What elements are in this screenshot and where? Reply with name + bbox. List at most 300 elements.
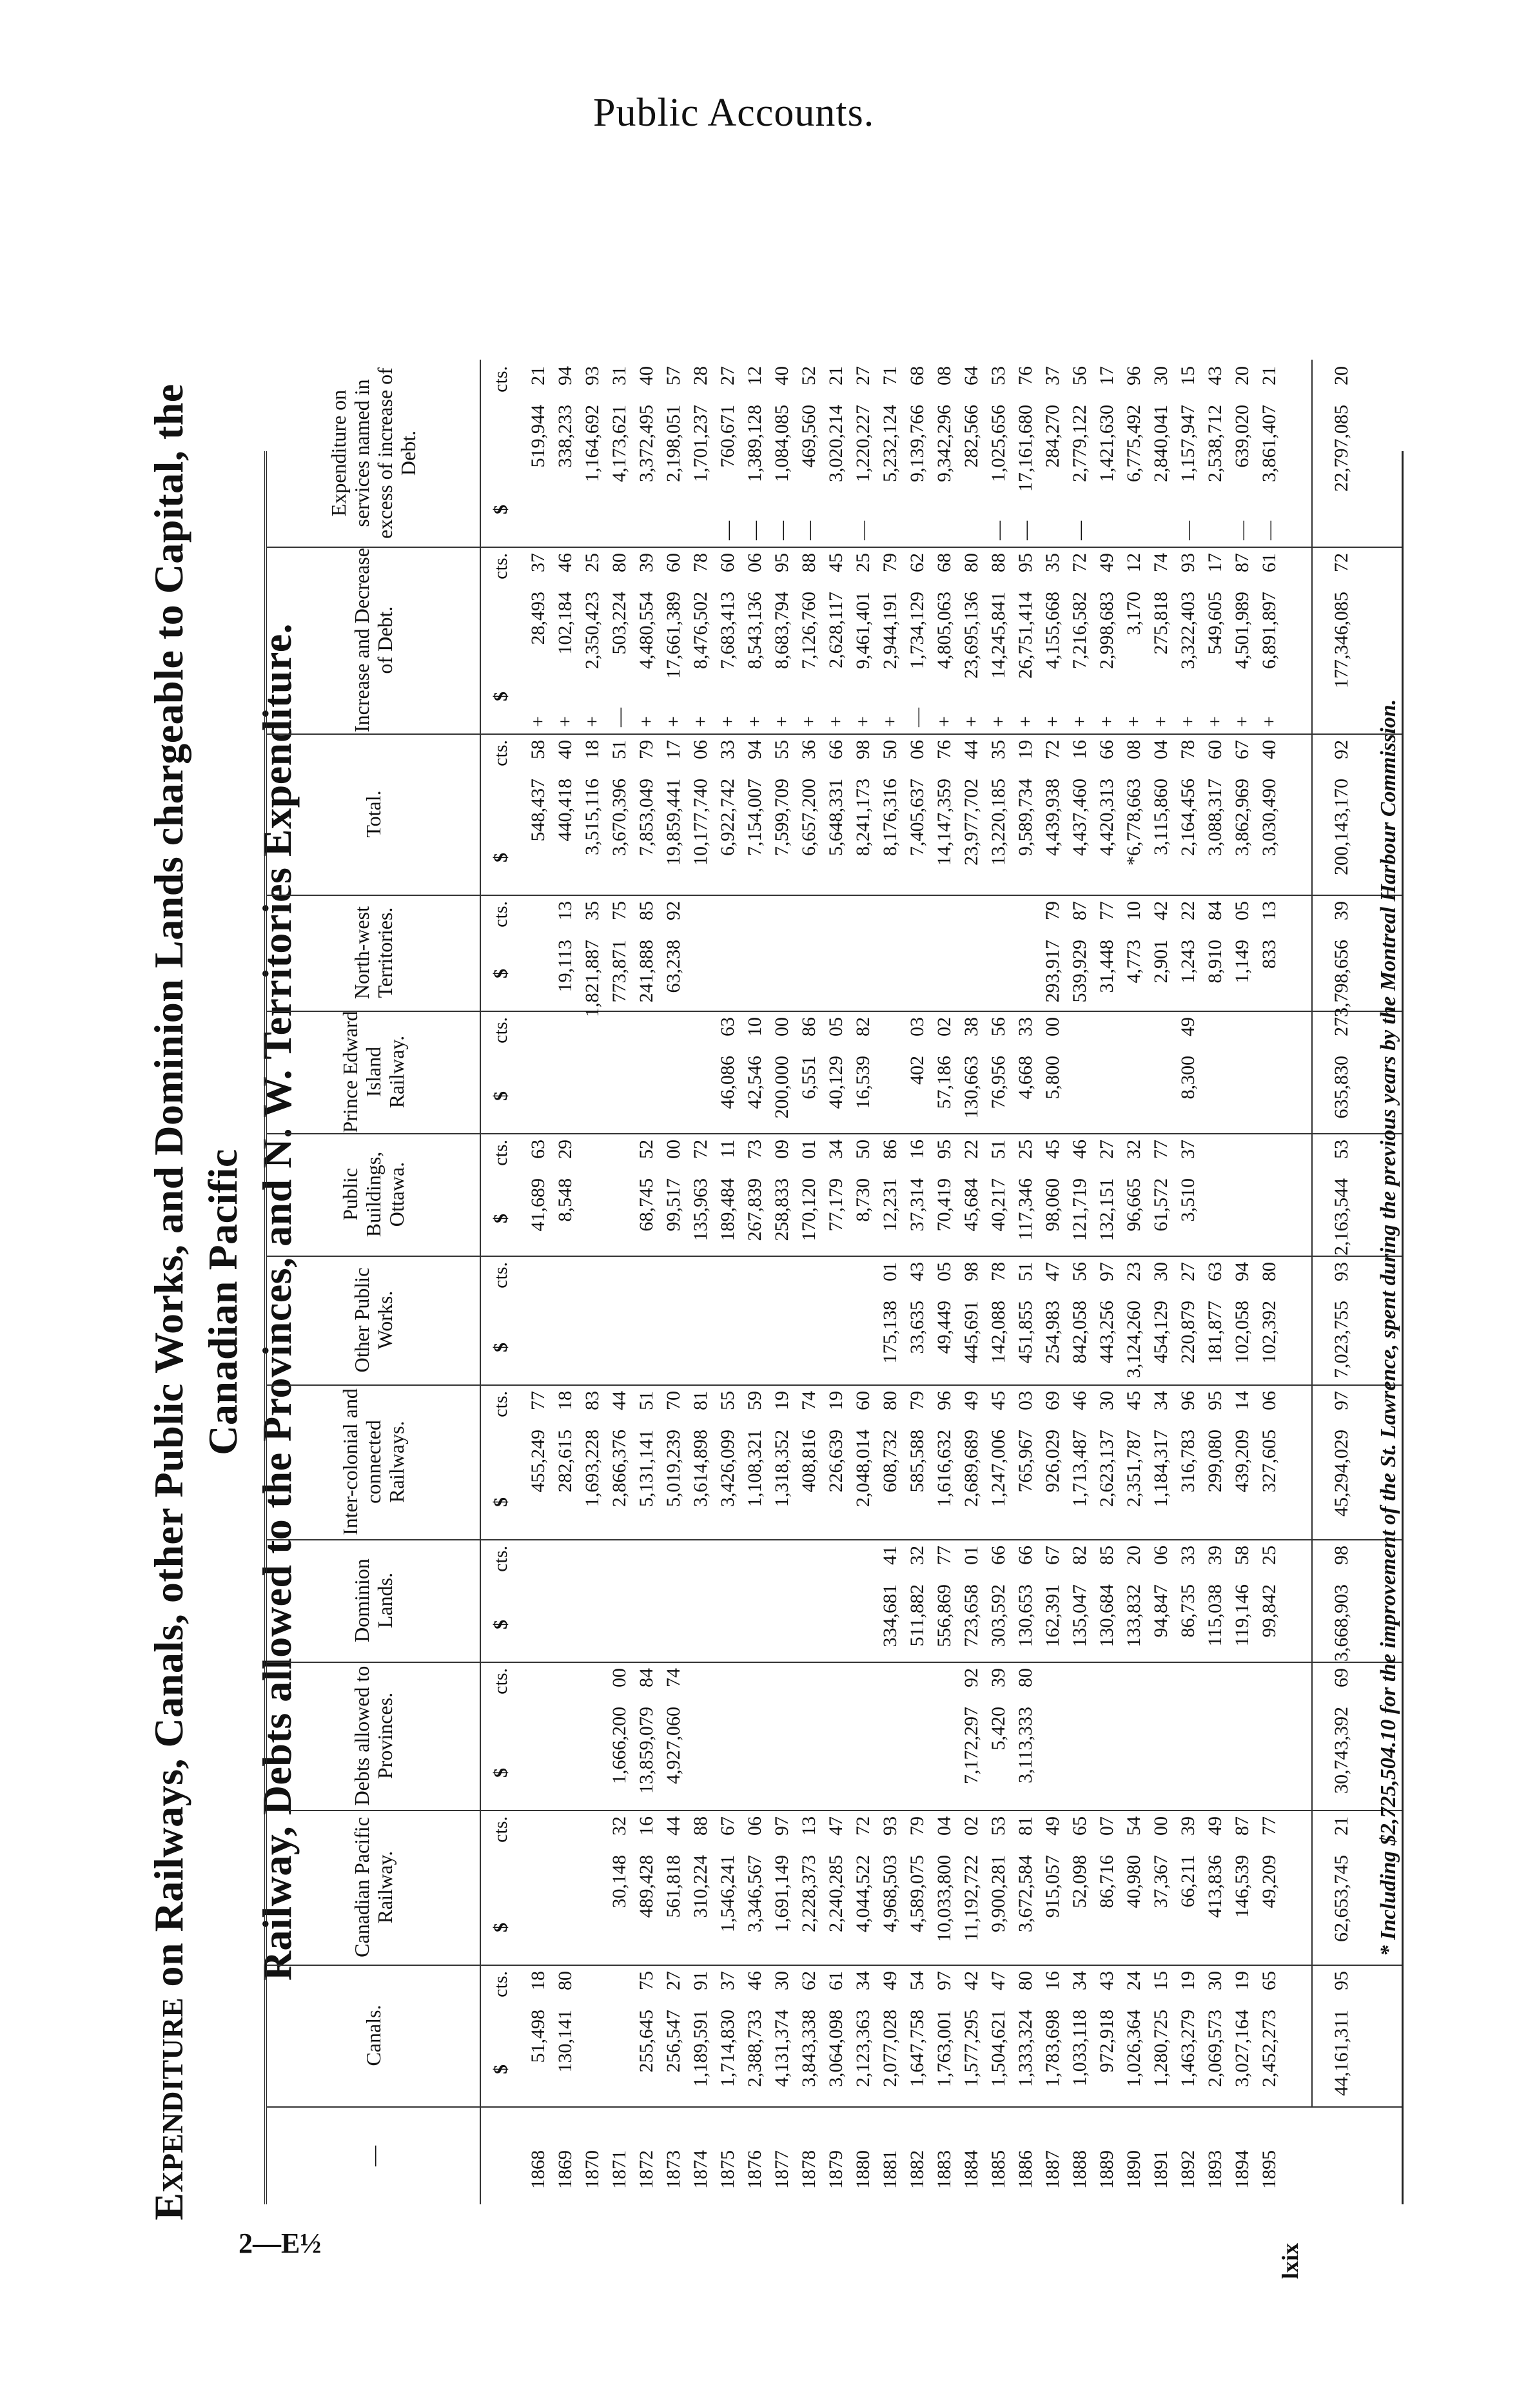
table-cell (768, 1133, 796, 1256)
amount-dollars: 1,157,947 (1177, 405, 1199, 482)
amount-dollars: 4,420,313 (1096, 779, 1117, 856)
table-cell (985, 1539, 1012, 1662)
minus-mark: — (744, 521, 765, 540)
amount-cents: 44 (663, 1816, 684, 1836)
table-cell (1093, 895, 1121, 1011)
table-cell (606, 2108, 633, 2204)
table-cell (579, 1539, 606, 1662)
amount-cents: 78 (690, 553, 711, 572)
amount-cents: 19 (825, 1391, 847, 1410)
total-cents: 98 (1331, 1546, 1352, 1565)
table-cell (633, 360, 660, 547)
total-cell (1311, 360, 1371, 547)
amount-cents: 49 (1042, 1816, 1063, 1836)
table-cell (958, 547, 985, 733)
amount-cents: 16 (636, 1816, 657, 1836)
table-cell (552, 1662, 579, 1810)
amount-cents: 72 (1042, 740, 1063, 759)
table-cell (525, 1133, 552, 1256)
amount-cents: 57 (663, 366, 684, 385)
amount-cents: 13 (554, 901, 576, 920)
table-cell (552, 1256, 579, 1384)
amount-cents: 87 (1069, 901, 1090, 920)
table-cell (1121, 2108, 1148, 2204)
table-cell (850, 360, 877, 547)
table-cell (1229, 1384, 1256, 1539)
sign-mark: + (961, 716, 982, 727)
rotated-table-page (129, 309, 1425, 2295)
amount-dollars: 6,922,742 (717, 779, 738, 856)
amount-cents: 35 (1042, 553, 1063, 572)
amount-dollars: 2,069,573 (1204, 2010, 1226, 2087)
amount-cents: 45 (825, 553, 847, 572)
unit-row (481, 1384, 522, 1539)
amount-dollars: 445,691 (961, 1301, 982, 1364)
amount-cents: 30 (1150, 366, 1171, 385)
amount-dollars: 135,963 (690, 1178, 711, 1241)
amount-cents: 37 (1177, 1140, 1199, 1159)
amount-dollars: 1,108,321 (744, 1430, 765, 1507)
amount-dollars: 170,120 (798, 1178, 819, 1241)
table-cell (1229, 1011, 1256, 1133)
amount-cents: 41 (879, 1546, 901, 1565)
table-cell (904, 895, 931, 1011)
table-cell (552, 733, 579, 895)
total-row-cell (1313, 360, 1371, 547)
table-cell (904, 360, 931, 547)
table-cell (985, 547, 1012, 733)
amount-dollars: 3,346,567 (744, 1855, 765, 1932)
year-label: 1881 (879, 2150, 901, 2189)
amount-cents: 40 (636, 366, 657, 385)
amount-cents: 68 (906, 366, 928, 385)
table-cell (714, 1810, 741, 1965)
amount-dollars: 115,038 (1204, 1584, 1226, 1647)
amount-dollars: 489,428 (636, 1855, 657, 1918)
amount-cents: 51 (609, 740, 630, 759)
table-cell (1256, 1810, 1283, 1965)
column-cells (525, 1011, 1283, 1133)
table-cell (660, 1011, 687, 1133)
amount-dollars: 6,775,492 (1123, 405, 1144, 482)
column-header: Inter-colonial and connected Railways. (267, 1384, 481, 1539)
amount-dollars: 334,681 (879, 1584, 901, 1647)
table-cell (525, 1539, 552, 1662)
amount-cents: 92 (663, 901, 684, 920)
year-label: 1876 (744, 2150, 765, 2189)
amount-dollars: 57,186 (934, 1056, 955, 1109)
table-cell (1093, 2108, 1121, 2204)
amount-cents: 38 (961, 1017, 982, 1036)
amount-dollars: 1,666,200 (609, 1707, 630, 1784)
table-cell (823, 1965, 850, 2106)
total-cents: 69 (1331, 1668, 1352, 1687)
amount-cents: 80 (1258, 1262, 1280, 1281)
amount-dollars: 258,833 (771, 1178, 792, 1241)
dollar-unit: $ (490, 505, 511, 514)
amount-dollars: 40,129 (825, 1056, 847, 1109)
table-cell (1066, 895, 1093, 1011)
amount-cents: 02 (934, 1017, 955, 1036)
amount-dollars: 2,901 (1150, 940, 1171, 984)
dollar-unit: $ (490, 1497, 511, 1507)
table-cell (579, 2108, 606, 2204)
total-row-cell (1313, 1256, 1371, 1384)
amount-dollars: 1,318,352 (771, 1430, 792, 1507)
amount-cents: 60 (1204, 740, 1226, 759)
table-cell (1256, 1539, 1283, 1662)
total-cell (1311, 1011, 1371, 1133)
table-cell (904, 1011, 931, 1133)
table-cell (525, 1256, 552, 1384)
table-cell (552, 1133, 579, 1256)
table-cell (877, 895, 904, 1011)
table-cell (525, 547, 552, 733)
table-cell (687, 1384, 714, 1539)
amount-cents: 95 (1204, 1391, 1226, 1410)
total-row-cell (1313, 1384, 1371, 1539)
table-cell (958, 1662, 985, 1810)
total-cell (1311, 1133, 1371, 1256)
table-cell (931, 547, 958, 733)
dollar-unit: $ (490, 1214, 511, 1223)
table-cell (904, 1384, 931, 1539)
amount-cents: 84 (1204, 901, 1226, 920)
total-row-cell (1313, 1539, 1371, 1662)
amount-dollars: 5,019,239 (663, 1430, 684, 1507)
table-cell (633, 1965, 660, 2106)
amount-cents: 22 (1177, 901, 1199, 920)
table-cell (1012, 547, 1039, 733)
table-cell (1175, 547, 1202, 733)
amount-cents: 77 (1096, 901, 1117, 920)
amount-dollars: 5,648,331 (825, 779, 847, 856)
amount-cents: 20 (1123, 1546, 1144, 1565)
table-cell (823, 1133, 850, 1256)
amount-cents: 27 (852, 366, 874, 385)
amount-dollars: 13,859,079 (636, 1707, 657, 1794)
amount-cents: 18 (527, 1971, 549, 1990)
table-cell (1039, 1384, 1066, 1539)
amount-cents: 45 (1123, 1391, 1144, 1410)
table-cell (1039, 1662, 1066, 1810)
table-cell (768, 1011, 796, 1133)
amount-dollars: 1,463,279 (1177, 2010, 1199, 2087)
amount-dollars: 293,917 (1042, 940, 1063, 1003)
column-cells (525, 1384, 1283, 1539)
amount-cents: 59 (744, 1391, 765, 1410)
cents-unit: cts. (490, 1017, 511, 1044)
amount-cents: 88 (988, 553, 1009, 572)
table-cell (579, 895, 606, 1017)
table-cell (931, 1133, 958, 1256)
table-cell (552, 895, 579, 1011)
total-cents: 21 (1331, 1816, 1352, 1836)
amount-dollars: 4,927,060 (663, 1707, 684, 1784)
dollar-unit: $ (490, 1768, 511, 1778)
amount-cents: 43 (1204, 366, 1226, 385)
unit-row (481, 1810, 522, 1965)
amount-cents: 49 (879, 1971, 901, 1990)
amount-dollars: 77,179 (825, 1178, 847, 1232)
amount-dollars: 3,515,116 (582, 779, 603, 855)
column-header: Prince Edward Island Railway. (267, 1011, 481, 1133)
table-cell (1175, 1810, 1202, 1965)
table-cell (741, 1384, 768, 1539)
table-cell (1148, 1133, 1175, 1256)
amount-dollars: 1,389,128 (744, 405, 765, 482)
table-cell (904, 1133, 931, 1256)
amount-dollars: 40,217 (988, 1178, 1009, 1232)
table-cell (958, 1011, 985, 1133)
table-cell (606, 1810, 633, 1965)
amount-dollars: 42,546 (744, 1056, 765, 1109)
table-cell (1202, 1662, 1229, 1810)
table-cell (1229, 1539, 1256, 1662)
sign-mark: + (1015, 716, 1036, 727)
table-cell (660, 1384, 687, 1539)
column-peir (267, 1011, 1402, 1134)
column-cells (525, 1662, 1283, 1810)
amount-dollars: 16,539 (852, 1056, 874, 1109)
amount-cents: 15 (1150, 1971, 1171, 1990)
amount-cents: 45 (988, 1391, 1009, 1410)
amount-dollars: 2,048,014 (852, 1430, 874, 1507)
table-cell (823, 895, 850, 1011)
amount-cents: 43 (906, 1262, 928, 1281)
amount-dollars: 96,665 (1123, 1178, 1144, 1232)
table-cell (1093, 1384, 1121, 1539)
amount-dollars: 519,944 (527, 405, 549, 468)
amount-dollars: 1,577,295 (961, 2010, 982, 2087)
amount-cents: 17 (1096, 366, 1117, 385)
amount-dollars: 310,224 (690, 1855, 711, 1918)
table-cell (1066, 360, 1093, 547)
amount-dollars: 4,668 (1015, 1056, 1036, 1100)
amount-dollars: 76,956 (988, 1056, 1009, 1109)
amount-dollars: 45,684 (961, 1178, 982, 1232)
amount-cents: 16 (1042, 1971, 1063, 1990)
amount-dollars: 1,189,591 (690, 2010, 711, 2087)
amount-dollars: 4,044,522 (852, 1855, 874, 1932)
amount-dollars: 102,184 (554, 592, 576, 655)
table-cell (552, 1965, 579, 2106)
amount-dollars: 2,077,028 (879, 2010, 901, 2087)
total-dollars: 3,798,656 (1331, 940, 1352, 1017)
table-cell (1039, 1133, 1066, 1256)
table-cell (931, 1256, 958, 1384)
amount-dollars: 3,115,860 (1150, 779, 1171, 855)
table-cell (904, 1256, 931, 1384)
table-cell (687, 1662, 714, 1810)
amount-dollars: 413,836 (1204, 1855, 1226, 1918)
table-cell (877, 1662, 904, 1810)
minus-mark: — (798, 521, 819, 540)
table-cell (606, 1011, 633, 1133)
table-cell (796, 1662, 823, 1810)
table-cell (958, 1256, 985, 1384)
amount-cents: 21 (1258, 366, 1280, 385)
amount-cents: 25 (582, 553, 603, 572)
table-cell (1229, 547, 1256, 733)
table-cell (1175, 1011, 1202, 1133)
amount-cents: 33 (717, 740, 738, 759)
amount-cents: 74 (663, 1668, 684, 1687)
column-header: Canadian Pacific Railway. (267, 1810, 481, 1965)
amount-cents: 60 (663, 553, 684, 572)
amount-cents: 20 (1231, 366, 1253, 385)
amount-cents: 42 (961, 1971, 982, 1990)
amount-dollars: 282,615 (554, 1430, 576, 1493)
amount-cents: 34 (852, 1971, 874, 1990)
amount-cents: 00 (609, 1668, 630, 1687)
amount-cents: 98 (961, 1262, 982, 1281)
table-cell (687, 360, 714, 547)
total-cell (1311, 1662, 1371, 1810)
amount-cents: 98 (852, 740, 874, 759)
dollar-unit: $ (490, 1923, 511, 1932)
table-cell (850, 733, 877, 895)
table-cell (768, 1256, 796, 1384)
amount-cents: 88 (690, 1816, 711, 1836)
column-cells (525, 1965, 1283, 2106)
total-cents: 92 (1331, 740, 1352, 759)
table-cell (931, 895, 958, 1011)
amount-cents: 51 (636, 1391, 657, 1410)
amount-cents: 67 (1042, 1546, 1063, 1565)
amount-dollars: 8,176,316 (879, 779, 901, 856)
amount-dollars: 8,730 (852, 1178, 874, 1222)
table-cell (1093, 1256, 1121, 1384)
table-cell (1175, 1256, 1202, 1384)
table-cell (579, 1011, 606, 1133)
amount-cents: 27 (663, 1971, 684, 1990)
cents-unit: cts. (490, 553, 511, 579)
table-cell (660, 547, 687, 733)
minus-mark: — (852, 521, 874, 540)
total-row-cell (1313, 547, 1371, 733)
amount-dollars: 2,228,373 (798, 1855, 819, 1932)
table-cell (823, 360, 850, 547)
table-cell (1066, 1011, 1093, 1133)
amount-cents: 88 (798, 553, 819, 572)
total-cell (1311, 895, 1371, 1017)
year-label: 1870 (582, 2150, 603, 2189)
table-cell (741, 1133, 768, 1256)
amount-dollars: 1,247,006 (988, 1430, 1009, 1507)
amount-dollars: 241,888 (636, 940, 657, 1003)
amount-cents: 17 (663, 740, 684, 759)
amount-cents: 52 (636, 1140, 657, 1159)
table-cell (1121, 1965, 1148, 2106)
table-cell (768, 1662, 796, 1810)
table-cell (687, 733, 714, 895)
amount-cents: 01 (798, 1140, 819, 1159)
amount-dollars: 4,480,554 (636, 592, 657, 669)
table-cell (633, 2108, 660, 2204)
amount-dollars: 4,173,621 (609, 405, 630, 482)
amount-dollars: 254,983 (1042, 1301, 1063, 1364)
cents-unit: cts. (490, 1816, 511, 1843)
amount-cents: 30 (1150, 1262, 1171, 1281)
table-cell (552, 1384, 579, 1539)
amount-dollars: 66,211 (1177, 1855, 1199, 1908)
table-cell (1256, 1384, 1283, 1539)
table-cell (1121, 1384, 1148, 1539)
amount-dollars: 915,057 (1042, 1855, 1063, 1918)
sign-mark: + (663, 716, 684, 727)
amount-cents: 04 (934, 1816, 955, 1836)
amount-cents: 17 (1204, 553, 1226, 572)
sign-mark: + (1042, 716, 1063, 727)
amount-dollars: 1,714,830 (717, 2010, 738, 2087)
table-cell (904, 1965, 931, 2106)
total-cents: 97 (1331, 1391, 1352, 1410)
table-cell (958, 1965, 985, 2106)
minus-mark: — (1258, 521, 1280, 540)
amount-dollars: 440,418 (554, 779, 576, 842)
dollar-unit: $ (490, 853, 511, 862)
sign-mark: + (1177, 716, 1199, 727)
amount-cents: 21 (825, 366, 847, 385)
table-cell (1148, 1539, 1175, 1662)
amount-cents: 86 (798, 1017, 819, 1036)
table-cell (660, 1539, 687, 1662)
amount-dollars: 2,538,712 (1204, 405, 1226, 482)
table-cell (1039, 547, 1066, 733)
table-cell (1012, 733, 1039, 895)
column-other (267, 1256, 1402, 1386)
amount-dollars: 5,131,141 (636, 1430, 657, 1507)
amount-dollars: 4,773 (1123, 940, 1144, 984)
amount-cents: 30 (1204, 1971, 1226, 1990)
unit-row (481, 1011, 522, 1133)
amount-cents: 49 (1096, 553, 1117, 572)
table-cell (1066, 547, 1093, 733)
table-cell (823, 2108, 850, 2204)
table-cell (1256, 360, 1283, 547)
amount-cents: 32 (609, 1816, 630, 1836)
table-cell (741, 1011, 768, 1133)
table-cell (606, 547, 633, 733)
table-cell (1121, 1810, 1148, 1965)
table-cell (633, 733, 660, 895)
amount-cents: 55 (717, 1391, 738, 1410)
amount-dollars: 135,047 (1069, 1584, 1090, 1647)
total-dollars: 62,653,745 (1331, 1855, 1352, 1942)
amount-cents: 80 (1015, 1971, 1036, 1990)
amount-dollars: 723,658 (961, 1584, 982, 1647)
table-cell (1175, 733, 1202, 895)
amount-cents: 06 (744, 553, 765, 572)
dollar-unit: $ (490, 1620, 511, 1629)
minus-mark: — (1069, 521, 1090, 540)
table-cell (958, 895, 985, 1011)
amount-dollars: 561,818 (663, 1855, 684, 1918)
sign-mark: + (852, 716, 874, 727)
amount-cents: 94 (554, 366, 576, 385)
amount-dollars: 7,154,007 (744, 779, 765, 856)
amount-dollars: 3,027,164 (1231, 2010, 1253, 2087)
table-cell (1202, 2108, 1229, 2204)
amount-cents: 46 (1069, 1391, 1090, 1410)
amount-cents: 00 (663, 1140, 684, 1159)
table-cell (958, 1133, 985, 1256)
amount-dollars: 765,967 (1015, 1430, 1036, 1493)
amount-cents: 74 (798, 1391, 819, 1410)
table-cell (579, 1133, 606, 1256)
table-cell (877, 360, 904, 547)
